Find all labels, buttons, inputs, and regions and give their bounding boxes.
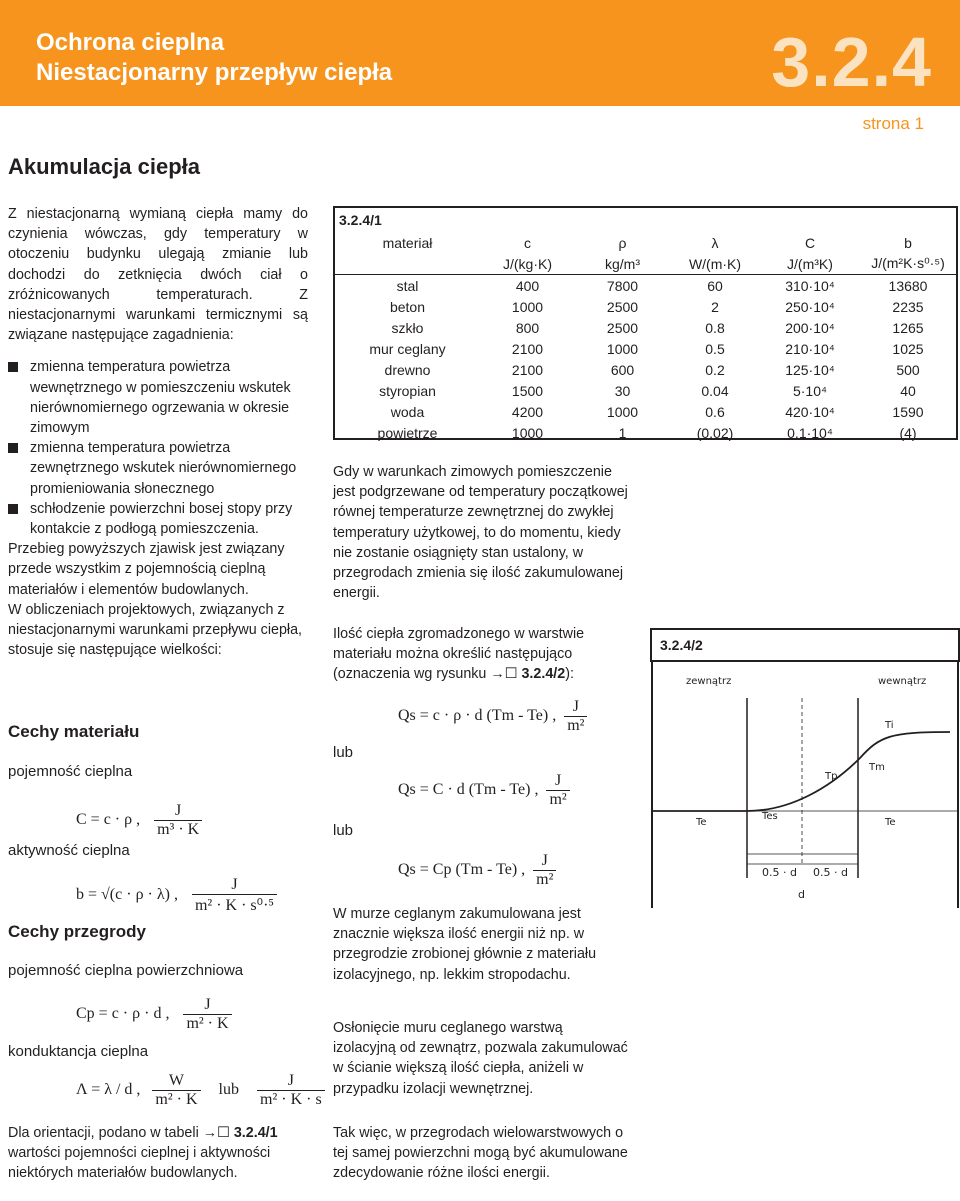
table-cell: 125·10⁴	[785, 361, 835, 378]
right-para-3: W murze ceglanym zakumulowana jest znacznie większa ilość energii niż np. w przegrodzie zrobionej głównie z materiału izolacyjnego, np. lekkim stropodachu.	[333, 906, 597, 983]
figure-3-2-4-2	[650, 628, 960, 908]
table-cell: styropian	[379, 382, 436, 399]
heat-formula-1-unit	[564, 698, 587, 735]
table-cell: 60	[707, 277, 723, 294]
table-cell: 1000	[511, 298, 544, 315]
table-row	[335, 338, 956, 359]
table-ref-link[interactable]: 3.2.4/1	[233, 1125, 278, 1141]
table-cell: J/(m²K·s⁰·⁵)	[860, 253, 956, 275]
temperature-curve	[652, 732, 950, 811]
label-Te-inner: Te	[885, 817, 896, 828]
act-label: aktywność cieplna	[8, 842, 130, 859]
header-banner	[0, 0, 960, 106]
list-item: zmienna temperatura powietrza zewnętrznego wskutek nierównomiernego promieniowania słonecznego	[8, 438, 308, 499]
table-row	[335, 422, 956, 443]
right-para-4: Osłonięcie muru ceglanego warstwą izolacyjną od zewnątrz, pozwala zakumulować w ścianie większą ilość ciepła, aniżeli w przypadku izolacji wewnętrznej.	[333, 1020, 628, 1097]
table-cell: drewno	[384, 361, 431, 378]
heat-formula-2-text: Qs = C · d (Tm - Te) ,	[398, 781, 539, 799]
table-cell: 0.2	[705, 361, 725, 378]
table-row	[335, 296, 956, 317]
act-unit	[192, 876, 277, 915]
heat-formula-1-text: Qs = c · ρ · d (Tm - Te) ,	[398, 707, 557, 725]
table-cell: 1025	[892, 340, 924, 357]
label-outside: zewnątrz	[686, 676, 732, 687]
table-cell: 2500	[606, 319, 639, 336]
arrow-box-icon: →☐	[490, 666, 518, 683]
page-number: strona 1	[862, 114, 924, 133]
cond-formula-text: Λ = λ / d ,	[76, 1081, 141, 1099]
table-cell: materiał	[382, 234, 433, 251]
table-cell: λ	[711, 234, 719, 251]
table-cell: J/(m³K)	[760, 253, 860, 275]
cond-label: konduktancja cieplna	[8, 1043, 149, 1060]
table-cell: 2100	[511, 361, 544, 378]
unit-den: m²	[567, 717, 585, 734]
table-cell: b	[904, 234, 912, 251]
left-column-text	[8, 204, 308, 660]
cap-formula	[76, 802, 202, 839]
act-formula	[76, 876, 277, 915]
main-heading: Akumulacja ciepła	[8, 154, 200, 179]
materials-table	[335, 232, 956, 443]
table-cell: W/(m·K)	[670, 253, 760, 275]
figure-ref-link[interactable]: 3.2.4/2	[521, 666, 566, 683]
label-Tes: Tes	[762, 811, 778, 822]
table-body	[335, 232, 956, 443]
cap-unit	[154, 802, 202, 839]
paragraph-3: W obliczeniach projektowych, związanych z niestacjonarnymi warunkami przepływu ciepła, stosuje się następujące wielkości:	[8, 601, 303, 659]
table-cell: szkło	[391, 319, 424, 336]
table-cell: 1000	[511, 424, 544, 441]
heat-formula-2-unit	[546, 772, 569, 809]
heat-formula-2	[398, 772, 570, 809]
label-half-d-1: 0.5 · d	[762, 866, 797, 879]
heat-formula-3-unit	[533, 852, 556, 889]
table-cell: 2235	[892, 298, 924, 315]
footer-left-text	[8, 1123, 304, 1184]
right-para-2	[333, 624, 629, 685]
table-cell: 40	[900, 382, 916, 399]
bullet-list	[8, 357, 308, 539]
temperature-profile-diagram	[650, 628, 960, 908]
right-para-2-end: ):	[565, 666, 574, 683]
unit-den: m³ · K	[157, 821, 200, 838]
footer-text-before: Dla orientacji, podano w tabeli	[8, 1125, 199, 1141]
heat-formula-3	[398, 852, 556, 889]
table-cell: 200·10⁴	[785, 319, 835, 336]
table-row	[335, 275, 956, 297]
or-label-2: lub	[333, 822, 354, 839]
label-Te: Te	[696, 817, 707, 828]
table-cell: 0.6	[705, 403, 725, 420]
table-header-row	[335, 232, 956, 253]
table-cell: J/(kg·K)	[480, 253, 575, 275]
table-cell: 4200	[511, 403, 544, 420]
table-cell: kg/m³	[575, 253, 670, 275]
or-label-1: lub	[333, 744, 354, 761]
surf-formula	[76, 996, 232, 1033]
table-cell: 13680	[888, 277, 928, 294]
cap-formula-text: C = c · ρ ,	[76, 811, 141, 829]
material-props-heading: Cechy materiału	[8, 722, 140, 741]
table-cell: ρ	[618, 234, 627, 251]
table-cell: 600	[610, 361, 635, 378]
table-units-row	[335, 253, 956, 275]
label-Tm: Tm	[869, 762, 885, 773]
unit-num: J	[154, 802, 202, 821]
unit-num: J	[564, 698, 587, 717]
act-formula-text: b = √(c · ρ · λ) ,	[76, 886, 178, 904]
table-row	[335, 401, 956, 422]
surf-label: pojemność cieplna powierzchniowa	[8, 962, 244, 979]
label-d: d	[798, 888, 805, 901]
arrow-box-icon: →☐	[202, 1125, 230, 1141]
intro-paragraph: Z niestacjonarną wymianą ciepła mamy do czynienia wówczas, gdy temperatury w otoczeniu budynku ulegają zmianie lub dochodzi do zetknięcia dwóch ciał o zróżnicowanych temperaturach. Z niestacjonarnymi warunkami termicznymi są związane następujące zagadnienia:	[8, 206, 308, 344]
label-Tp: Tp	[825, 771, 838, 782]
unit-num: J	[257, 1072, 325, 1091]
table-cell	[335, 253, 480, 275]
partition-props-heading: Cechy przegrody	[8, 922, 146, 941]
label-half-d-2: 0.5 · d	[813, 866, 848, 879]
unit-den: m²	[549, 791, 567, 808]
table-cell: 2100	[511, 340, 544, 357]
table-cell: C	[804, 234, 816, 251]
table-cell: 1	[618, 424, 627, 441]
header-title-1: Ochrona cieplna	[36, 29, 225, 56]
footer-text-after: wartości pojemności cieplnej i aktywności niektórych materiałów budowlanych.	[8, 1145, 271, 1182]
table-row	[335, 380, 956, 401]
table-cell: 7800	[606, 277, 639, 294]
unit-den: m² · K · s	[260, 1091, 322, 1108]
table-cell: 1590	[892, 403, 924, 420]
table-cell: 1000	[606, 403, 639, 420]
cond-or: lub	[218, 1081, 239, 1099]
table-cell: powietrze	[377, 424, 438, 441]
unit-num: W	[152, 1072, 200, 1091]
paragraph-2: Przebieg powyższych zjawisk jest związany przede wszystkim z pojemnością cieplną materiałów i elementów budowlanych.	[8, 541, 285, 598]
table-cell: 210·10⁴	[785, 340, 835, 357]
table-cell: 1265	[892, 319, 924, 336]
table-cell: 400	[515, 277, 540, 294]
label-inside: wewnątrz	[878, 676, 927, 687]
figure-label: 3.2.4/2	[660, 637, 703, 653]
right-para-1: Gdy w warunkach zimowych pomieszczenie jest podgrzewane od temperatury początkowej równej temperaturze zewnętrznej do zwykłej temperatury użytkowej, to do momentu, kiedy nie zostanie osiągnięty stan ustalony, w przegrodach zmienia się ilość zakumulowanej energii.	[333, 464, 628, 602]
list-item: zmienna temperatura powietrza wewnętrznego w pomieszczeniu wskutek nierównomiernego ogrzewania w okresie zimowym	[8, 357, 308, 438]
header-title-2: Niestacjonarny przepływ ciepła	[36, 59, 393, 86]
table-cell: 5·10⁴	[792, 382, 828, 399]
heat-formula-3-text: Qs = Cp (Tm - Te) ,	[398, 861, 526, 879]
unit-num: J	[192, 876, 277, 895]
table-cell: mur ceglany	[369, 340, 446, 357]
table-cell: 0.8	[705, 319, 725, 336]
right-para-2-text: Ilość ciepła zgromadzonego w warstwie materiału można określić następująco (oznaczenia wg rysunku	[333, 626, 585, 683]
heat-formula-1	[398, 698, 587, 735]
unit-den: m² · K · s⁰·⁵	[194, 897, 274, 914]
surf-unit	[183, 996, 231, 1033]
unit-num: J	[183, 996, 231, 1015]
table-row	[335, 359, 956, 380]
surf-formula-text: Cp = c · ρ · d ,	[76, 1005, 170, 1023]
cond-formula	[76, 1072, 325, 1109]
table-cell: 500	[896, 361, 920, 378]
table-cell: woda	[390, 403, 425, 420]
table-cell: 30	[614, 382, 631, 399]
materials-table-box	[333, 206, 958, 440]
table-cell: c	[524, 234, 531, 251]
cap-label: pojemność cieplna	[8, 763, 133, 780]
unit-den: m² · K	[186, 1015, 229, 1032]
unit-num: J	[546, 772, 569, 791]
cond-unit-2	[257, 1072, 325, 1109]
table-cell: 1000	[606, 340, 639, 357]
table-cell: 310·10⁴	[785, 277, 835, 294]
table-cell: (4)	[899, 424, 917, 441]
table-cell: stal	[396, 277, 419, 294]
table-row	[335, 317, 956, 338]
table-cell: 1500	[511, 382, 544, 399]
table-cell: 2500	[606, 298, 639, 315]
table-cell: 0.04	[701, 382, 729, 399]
list-item: schłodzenie powierzchni bosej stopy przy kontakcie z podłogą pomieszczenia.	[8, 499, 308, 539]
table-cell: 800	[515, 319, 540, 336]
table-cell: 0.5	[705, 340, 725, 357]
table-cell: (0.02)	[696, 424, 734, 441]
unit-den: m²	[536, 871, 554, 888]
cond-unit-1	[152, 1072, 200, 1109]
unit-den: m² · K	[155, 1091, 198, 1108]
label-Ti: Ti	[885, 720, 894, 731]
table-cell: 2	[711, 298, 719, 315]
right-para-5: Tak więc, w przegrodach wielowarstwowych o tej samej powierzchni mogą być akumulowane zdecydowanie różne ilości energii.	[333, 1125, 628, 1182]
table-label: 3.2.4/1	[339, 212, 382, 228]
unit-num: J	[533, 852, 556, 871]
table-cell: 250·10⁴	[785, 298, 835, 315]
table-cell: 0.1·10⁴	[787, 424, 833, 441]
table-cell: beton	[389, 298, 426, 315]
section-number: 3.2.4	[771, 23, 932, 101]
table-cell: 420·10⁴	[785, 403, 835, 420]
